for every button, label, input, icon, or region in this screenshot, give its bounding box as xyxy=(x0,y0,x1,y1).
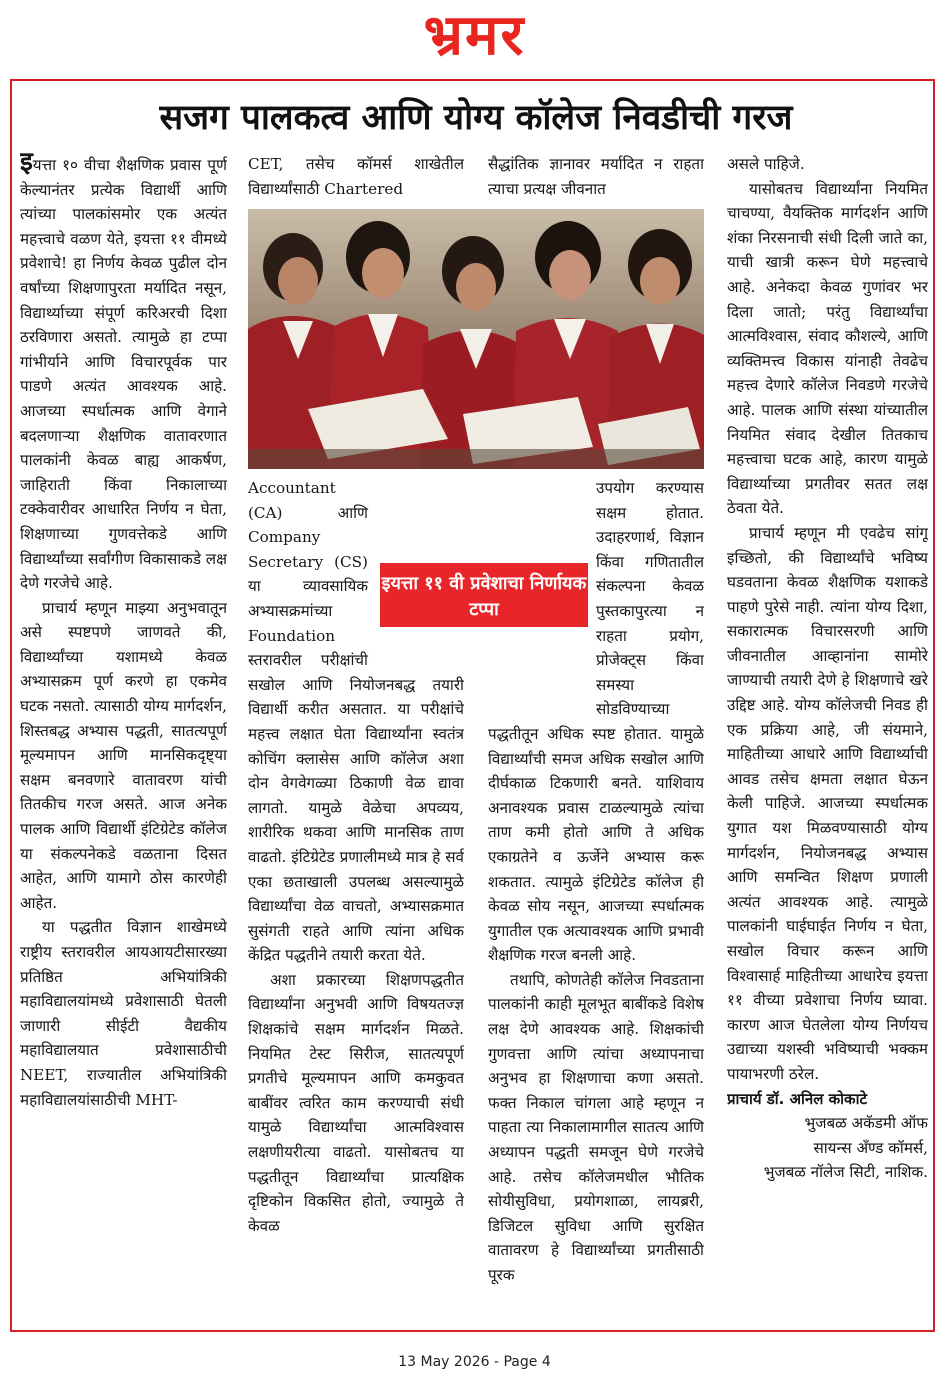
article-headline: सजग पालकत्व आणि योग्य कॉलेज निवडीची गरज xyxy=(159,98,793,138)
paragraph: तथापि, कोणतेही कॉलेज निवडताना पालकांनी काही मूलभूत बाबींकडे विशेष लक्ष देणे आवश्यक आहे. शिक्षकांची गुणवत्ता आणि त्यांचा अध्यापनाचा अनुभव हा शिक्षणाचा कणा असतो. फक्त निकाल चांगला आहे म्हणून न पाहता त्या निकालामागील सातत्य आणि अध्यापन पद्धती समजून घेणे गरजेचे आहे. तसेच कॉलेजमधील भौतिक सोयीसुविधा, प्रयोगशाळा, लायब्ररी, डिजिटल सुविधा आणि सुरक्षित वातावरण हे विद्यार्थ्यांच्या प्रगतीसाठी पूरक xyxy=(488,970,704,1284)
paragraph: उपयोग करण्यास सक्षम होतात. उदाहरणार्थ, विज्ञान किंवा गणितातील संकल्पना केवळ पुस्तकापुरत्या न राहता प्रयोग, प्रोजेक्ट्स किंवा समस्या सोडविण्याच्या पद्धतीतून अधिक स्पष्ट होतात. यामुळे विद्यार्थ्यांची समज अधिक सखोल आणि दीर्घकाळ टिकणारी बनते. याशिवाय अनावश्यक प्रवास टाळल्यामुळे त्यांचा ताण कमी होतो आणि ते अधिक एकाग्रतेने व ऊर्जेने अभ्यास करू शकतात. त्यामुळे इंटिग्रेटेड कॉलेज ही केवळ सोय नसून, आजच्या स्पर्धात्मक युगातील एक अत्यावश्यक आणि प्रभावी शैक्षणिक गरज बनली आहे. xyxy=(488,479,704,965)
students-studying-photo xyxy=(248,209,704,469)
newspaper-masthead: भ्रमर xyxy=(423,3,526,68)
paragraph: असले पाहिजे. xyxy=(727,155,805,173)
author-affiliation-line-3: भुजबळ नॉलेज सिटी, नाशिक. xyxy=(763,1163,928,1182)
paragraph: अशा प्रकारच्या शिक्षणपद्धतीत विद्यार्थ्यांना अनुभवी आणि विषयतज्ज्ञ शिक्षकांचे सक्षम मार्गदर्शन मिळते. नियमित टेस्ट सिरीज, सातत्यपूर्ण प्रगतीचे मूल्यमापन आणि कमकुवत बाबींवर त्वरित काम करण्याची संधी यामुळे विद्यार्थ्यांचा आत्मविश्वास लक्षणीयरीत्या वाढतो. यासोबतच या पद्धतीतून विद्यार्थ्यांचा प्रात्यक्षिक दृष्टिकोन विकसित होतो, ज्यामुळे ते केवळ xyxy=(248,970,464,1235)
author-signature: प्राचार्य डॉ. अनिल कोकाटे xyxy=(727,1089,868,1108)
paragraph: प्राचार्य म्हणून मी एवढेच सांगू इच्छितो, की विद्यार्थ्यांचे भविष्य घडवताना केवळ शैक्षणिक यशाकडे पाहणे पुरेसे नाही. त्यांना योग्य दिशा, सकारात्मक विचारसरणी आणि जीवनातील आव्हानांना सामोरे जाण्याची तयारी देणे हे शिक्षणाचे खरे उद्दिष्ट आहे. योग्य कॉलेजची निवड ही एक प्रक्रिया आहे, जी संयमाने, माहितीच्या आधारे आणि विद्यार्थ्याची आवड तसेच क्षमता लक्षात घेऊन केली पाहिजे. आजच्या स्पर्धात्मक युगात यश मिळवण्यासाठी योग्य मार्गदर्शन, नियोजनबद्ध अभ्यास आणि समन्वित शिक्षण प्रणाली अत्यंत आवश्यक आहे. त्यामुळे पालकांनी घाईघाईत निर्णय न घेता, सखोल विचार करून आणि विश्वासार्ह माहितीच्या आधारेच इयत्ता ११ वीच्या प्रवेशाचा निर्णय घ्यावा. कारण आज घेतलेला योग्य निर्णयच उद्याच्या यशस्वी भविष्याची भक्कम पायाभरणी ठरेल. xyxy=(727,523,928,1083)
pull-quote-box: इयत्ता ११ वी प्रवेशाचा निर्णायक टप्पा xyxy=(378,561,590,629)
article-column-3-top xyxy=(488,152,704,208)
article-column-1 xyxy=(20,152,227,1328)
paragraph-text: यत्ता १० वीचा शैक्षणिक प्रवास पूर्ण केल्यानंतर प्रत्येक विद्यार्थी आणि त्यांच्या पालकांसमोर एक अत्यंत महत्त्वाचे वळण येते, इयत्ता ११ वीमध्ये प्रवेशाचे! हा निर्णय केवळ पुढील दोन वर्षांच्या शिक्षणापुरता मर्यादित नसून, विद्यार्थ्याच्या संपूर्ण करिअरची दिशा ठरविणारा असतो. त्यामुळे हा टप्पा गांभीर्याने आणि विचारपूर्वक पार पाडणे अत्यंत आवश्यक आहे. आजच्या स्पर्धात्मक आणि वेगाने बदलणाऱ्या शैक्षणिक वातावरणात पालकांनी केवळ बाह्य आकर्षण, जाहिराती किंवा निकालाच्या टक्केवारीवर आधारित निर्णय न घेता, शिक्षणाच्या गुणवत्तेकडे आणि विद्यार्थ्यांच्या सर्वांगीण विकासाकडे लक्ष देणे गरजेचे आहे. xyxy=(20,156,227,593)
paragraph: CET, तसेच कॉमर्स शाखेतील विद्यार्थ्यांसाठी Chartered xyxy=(248,155,464,198)
paragraph: या पद्धतीत विज्ञान शाखेमध्ये राष्ट्रीय स्तरावरील आयआयटीसारख्या प्रतिष्ठित अभियांत्रिकी महाविद्यालयांमध्ये प्रवेशासाठी घेतली जाणारी सीईटी वैद्यकीय महाविद्यालयात प्रवेशासाठीची NEET, राज्यातील अभियांत्रिकी महाविद्यालयांसाठीची MHT- xyxy=(20,918,227,1109)
paragraph: प्राचार्य म्हणून माझ्या अनुभवातून असे स्पष्टपणे जाणवते की, विद्यार्थ्यांच्या यशामध्ये केवळ अभ्यासक्रम पूर्ण करणे हा एकमेव घटक नसतो. त्यासाठी योग्य मार्गदर्शन, शिस्तबद्ध अभ्यास पद्धती, सातत्यपूर्ण मूल्यमापन आणि मानसिकदृष्ट्या सक्षम बनवणारे वातावरण यांची तितकीच गरज असते. आज अनेक पालक आणि विद्यार्थी इंटिग्रेटेड कॉलेज या संकल्पनेकडे वळताना दिसत आहेत, आणि यामागे ठोस कारणेही आहेत. xyxy=(20,598,227,912)
paragraph: Accountant (CA) आणि Company Secretary (CS) या व्यावसायिक अभ्यासक्रमांच्या Foundation स्तरावरील परीक्षांची सखोल आणि नियोजनबद्ध तयारी विद्यार्थी करीत असतात. या परीक्षांचे महत्त्व लक्षात घेता विद्यार्थ्यांना स्वतंत्र कोचिंग क्लासेस आणि कॉलेज अशा दोन वेगवेगळ्या ठिकाणी वेळ द्यावा लागतो. यामुळे वेळेचा अपव्यय, शारीरिक थकवा आणि मानसिक ताण वाढतो. इंटिग्रेटेड प्रणालीमध्ये मात्र हे सर्व एका छताखाली उपलब्ध असल्यामुळे विद्यार्थ्यांचा वेळ वाचतो, अभ्यासक्रमात सुसंगती राहते आणि त्यांना अधिक केंद्रित पद्धतीने तयारी करता येते. xyxy=(248,479,464,965)
article-column-4 xyxy=(727,152,928,1328)
author-affiliation-line-2: सायन्स अँण्ड कॉमर्स, xyxy=(813,1138,928,1157)
drop-cap: इ xyxy=(20,152,33,177)
paragraph xyxy=(20,152,227,596)
paragraph: सैद्धांतिक ज्ञानावर मर्यादित न राहता त्याचा प्रत्यक्ष जीवनात xyxy=(488,155,704,198)
author-affiliation-line-1: भुजबळ अकॅडमी ऑफ xyxy=(804,1114,928,1133)
article-column-2-top xyxy=(248,152,464,208)
photo-illustration xyxy=(248,209,704,469)
paragraph: यासोबतच विद्यार्थ्यांना नियमित चाचण्या, वैयक्तिक मार्गदर्शन आणि शंका निरसनाची संधी दिली जाते का, याची खात्री करून घेणे महत्त्वाचे आहे. अनेकदा केवळ गुणांवर भर दिला जातो; परंतु विद्यार्थ्यांचा आत्मविश्वास, संवाद कौशल्ये, आणि व्यक्तिमत्त्व विकास यांनाही तेवढेच महत्त्व देणारे कॉलेज निवडणे गरजेचे आहे. पालक आणि संस्था यांच्यातील नियमित संवाद देखील तितकाच महत्त्वाचा घटक आहे, कारण यामुळे विद्यार्थ्याच्या प्रगतीवर सतत लक्ष ठेवता येते. xyxy=(727,179,928,518)
page-footer: 13 May 2026 - Page 4 xyxy=(398,1354,551,1370)
